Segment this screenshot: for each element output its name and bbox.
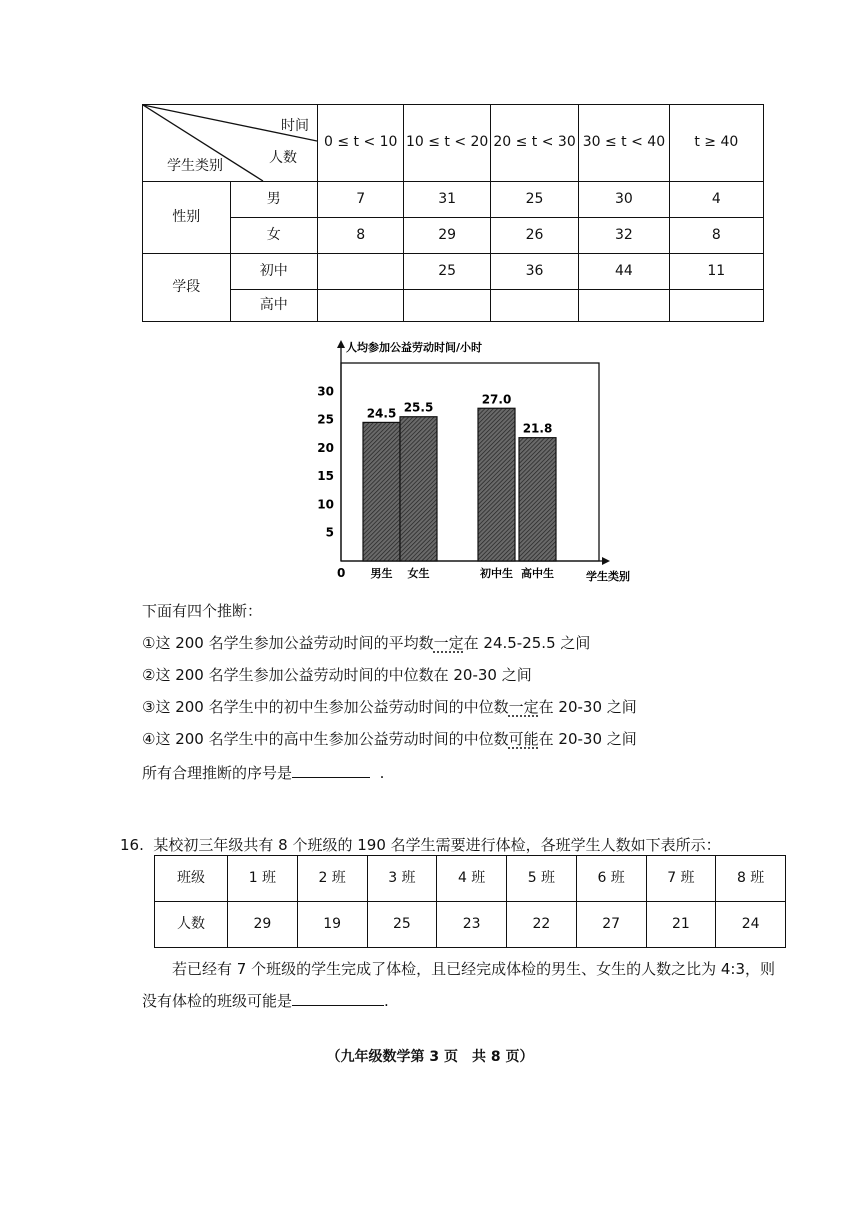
answer-end: . bbox=[384, 992, 389, 1010]
cell bbox=[579, 290, 669, 322]
answer-blank[interactable] bbox=[292, 763, 370, 778]
cell: 31 bbox=[404, 182, 490, 218]
table-row bbox=[143, 182, 764, 218]
cell: 25 bbox=[404, 254, 490, 290]
x-axis-label: 学生类别 bbox=[586, 570, 630, 583]
inferences-intro: 下面有四个推断： bbox=[142, 602, 263, 620]
row-label: 女 bbox=[230, 218, 318, 254]
cell: 44 bbox=[579, 254, 669, 290]
bar-1 bbox=[363, 422, 400, 561]
cell: 8 bbox=[318, 218, 404, 254]
emphasis-text: 一定 bbox=[433, 634, 464, 652]
y-tick-label: 5 bbox=[325, 525, 334, 540]
question-stem: 某校初三年级共有 8 个班级的 190 名学生需要进行体检，各班学生人数如下表所示： bbox=[153, 836, 721, 854]
cell: 8 bbox=[669, 218, 763, 254]
cell bbox=[318, 290, 404, 322]
inference-text: 在 24.5-25.5 之间 bbox=[463, 634, 591, 652]
inference-2 bbox=[142, 664, 532, 685]
inference-3 bbox=[142, 696, 637, 717]
bar-4 bbox=[519, 438, 556, 561]
answer-line bbox=[142, 762, 384, 783]
cell: 25 bbox=[490, 182, 578, 218]
cell: 29 bbox=[404, 218, 490, 254]
bar-2 bbox=[400, 417, 437, 561]
answer-end: . bbox=[379, 764, 385, 782]
emphasis-text: 一定 bbox=[508, 698, 539, 716]
col-header: 10 ≤ t < 20 bbox=[404, 105, 490, 182]
col-header: 30 ≤ t < 40 bbox=[579, 105, 669, 182]
origin-label: 0 bbox=[337, 566, 346, 580]
count-label: 人数 bbox=[155, 902, 228, 948]
emphasis-text: 可能 bbox=[508, 730, 539, 748]
col-header: t ≥ 40 bbox=[669, 105, 763, 182]
inference-4 bbox=[142, 728, 637, 749]
table-corner-cell bbox=[143, 105, 318, 182]
class-header: 8 班 bbox=[716, 856, 786, 902]
inference-text: 在 20-30 之间 bbox=[538, 730, 637, 748]
question-number: 16. bbox=[120, 836, 144, 854]
corner-category-label: 学生类别 bbox=[167, 158, 223, 174]
bar-value-label: 25.5 bbox=[403, 400, 434, 415]
inference-text: 在 20-30 之间 bbox=[538, 698, 637, 716]
count-cell: 22 bbox=[507, 902, 577, 948]
answer-prompt: 没有体检的班级可能是 bbox=[142, 992, 293, 1010]
time-distribution-table bbox=[142, 104, 764, 322]
cell: 30 bbox=[579, 182, 669, 218]
y-tick-label: 10 bbox=[317, 497, 334, 512]
x-category-label: 初中生 bbox=[480, 567, 513, 580]
table-row bbox=[143, 290, 764, 322]
cell: 4 bbox=[669, 182, 763, 218]
y-tick-label: 25 bbox=[317, 412, 334, 427]
table-row bbox=[143, 218, 764, 254]
answer-blank[interactable] bbox=[292, 991, 384, 1006]
class-header: 5 班 bbox=[507, 856, 577, 902]
bar-chart bbox=[300, 330, 650, 586]
row-label: 高中 bbox=[230, 290, 318, 322]
table-row bbox=[155, 856, 786, 902]
count-cell: 27 bbox=[576, 902, 646, 948]
table-row bbox=[143, 254, 764, 290]
count-cell: 19 bbox=[297, 902, 367, 948]
inference-text: ②这 200 名学生参加公益劳动时间的中位数在 20-30 之间 bbox=[142, 666, 532, 684]
inference-text: ④这 200 名学生中的高中生参加公益劳动时间的中位数 bbox=[142, 730, 509, 748]
bar-value-label: 24.5 bbox=[366, 406, 397, 421]
class-header: 6 班 bbox=[576, 856, 646, 902]
class-header: 1 班 bbox=[228, 856, 298, 902]
class-header: 2 班 bbox=[297, 856, 367, 902]
cell bbox=[318, 254, 404, 290]
cell: 7 bbox=[318, 182, 404, 218]
inference-1 bbox=[142, 632, 590, 653]
x-category-label: 女生 bbox=[407, 567, 430, 580]
corner-count-label: 人数 bbox=[269, 150, 297, 166]
inference-text: ①这 200 名学生参加公益劳动时间的平均数 bbox=[142, 634, 434, 652]
count-cell: 24 bbox=[716, 902, 786, 948]
page-footer: （九年级数学第 3 页 共 8 页） bbox=[326, 1049, 534, 1065]
x-axis-arrow bbox=[602, 557, 610, 565]
corner-time-label: 时间 bbox=[281, 118, 309, 134]
cell: 11 bbox=[669, 254, 763, 290]
row-label: 男 bbox=[230, 182, 318, 218]
x-category-label: 男生 bbox=[370, 567, 393, 580]
group-label-stage: 学段 bbox=[143, 254, 231, 322]
header-label: 班级 bbox=[155, 856, 228, 902]
cell: 36 bbox=[490, 254, 578, 290]
y-tick-label: 20 bbox=[317, 440, 334, 455]
cell: 26 bbox=[490, 218, 578, 254]
inference-text: ③这 200 名学生中的初中生参加公益劳动时间的中位数 bbox=[142, 698, 509, 716]
class-count-table bbox=[154, 855, 786, 948]
group-label-gender: 性别 bbox=[143, 182, 231, 254]
count-cell: 21 bbox=[646, 902, 716, 948]
count-cell: 25 bbox=[367, 902, 437, 948]
x-category-label: 高中生 bbox=[521, 567, 554, 580]
y-axis-arrow bbox=[337, 340, 345, 348]
cell bbox=[669, 290, 763, 322]
cell: 32 bbox=[579, 218, 669, 254]
class-header: 4 班 bbox=[437, 856, 507, 902]
table-row bbox=[155, 902, 786, 948]
class-header: 7 班 bbox=[646, 856, 716, 902]
bar-value-label: 21.8 bbox=[522, 421, 553, 436]
cell bbox=[404, 290, 490, 322]
col-header: 0 ≤ t < 10 bbox=[318, 105, 404, 182]
row-label: 初中 bbox=[230, 254, 318, 290]
y-tick-label: 15 bbox=[317, 469, 334, 484]
count-cell: 23 bbox=[437, 902, 507, 948]
q16-stem bbox=[120, 834, 721, 855]
cell bbox=[490, 290, 578, 322]
count-cell: 29 bbox=[228, 902, 298, 948]
q16-answer-line bbox=[142, 990, 389, 1011]
q16-condition: 若已经有 7 个班级的学生完成了体检，且已经完成体检的男生、女生的人数之比为 4:3，则 bbox=[172, 960, 775, 978]
class-header: 3 班 bbox=[367, 856, 437, 902]
col-header: 20 ≤ t < 30 bbox=[490, 105, 578, 182]
y-tick-label: 30 bbox=[317, 384, 334, 399]
bar-3 bbox=[478, 408, 515, 561]
answer-prompt: 所有合理推断的序号是 bbox=[142, 764, 293, 782]
bar-value-label: 27.0 bbox=[481, 392, 512, 407]
chart-title: 人均参加公益劳动时间/小时 bbox=[346, 341, 483, 354]
